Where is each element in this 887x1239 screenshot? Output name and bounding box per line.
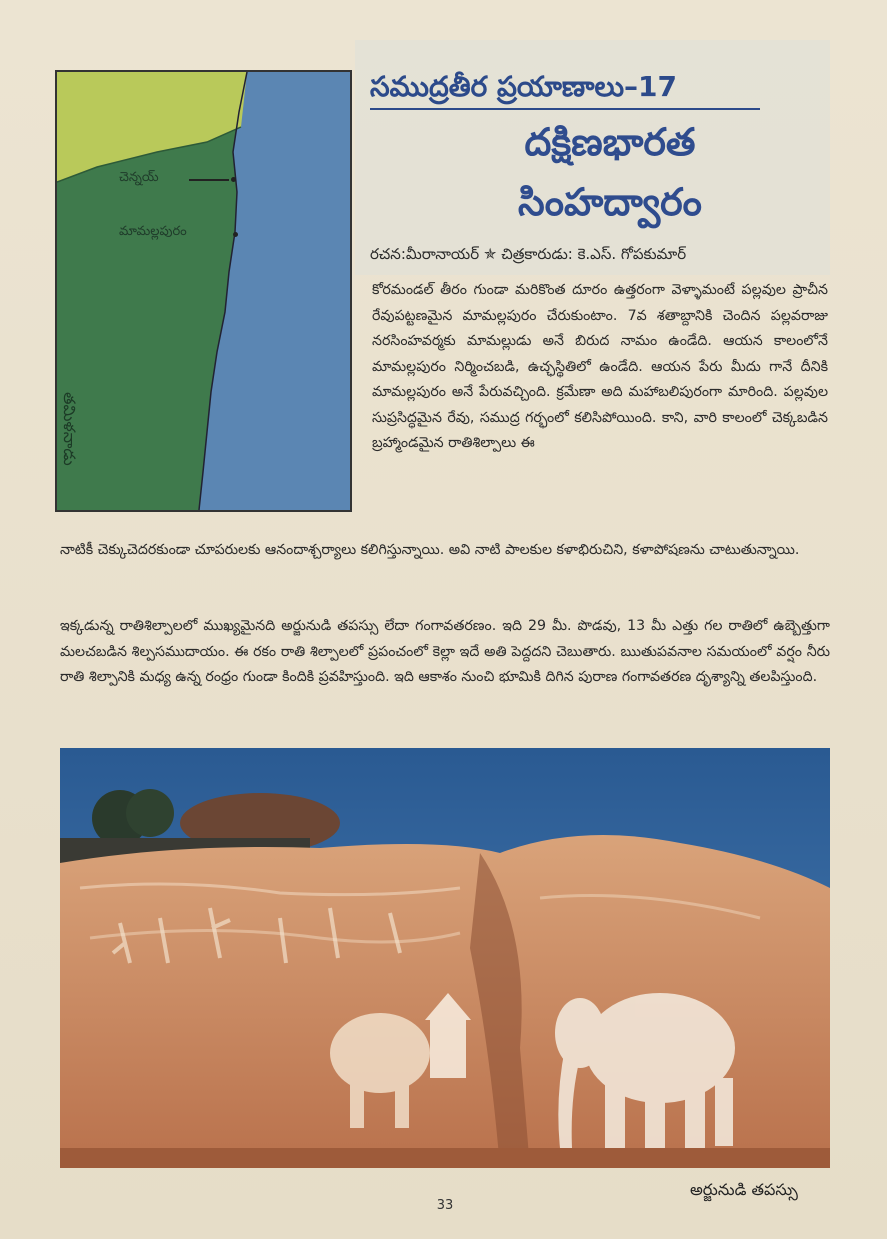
page-number: 33 [436, 1198, 454, 1213]
coast-map [55, 70, 352, 512]
series-title: సముద్రతీర ప్రయాణాలు–17 [370, 70, 678, 103]
map-label-mamallapuram: మామల్లపురం [119, 224, 187, 239]
map-drawing [57, 72, 350, 510]
illustration-caption: అర్జునుడి తపస్సు [690, 1180, 798, 1199]
painting-drawing [60, 748, 830, 1168]
mamallapuram-dot [233, 232, 238, 237]
chennai-pointer [189, 179, 229, 181]
headline-line1: దక్షిణభారత [524, 120, 696, 164]
paragraph-1-continued: నాటికీ చెక్కుచెదరకుండా చూపరులకు ఆనందాశ్చర్యాలు కలిగిస్తున్నాయి. అవి నాటి పాలకుల కళాభిరుచిని, కళాపోషణను చాటుతున్నాయి. [60, 542, 800, 558]
chennai-dot [231, 177, 236, 182]
map-label-chennai: చెన్నయ్ [119, 170, 159, 185]
paragraph-2: ఇక్కడున్న రాతిశిల్పాలలో ముఖ్యమైనది అర్జునుడి తపస్సు లేదా గంగావతరణం. ఇది 29 మీ. పొడవు, 13 మీ ఎత్తు గల రాతిలో ఉబ్బెత్తుగా మలచబడిన శిల్పసముదాయం. ఈ రకం రాతి శిల్పాలలో ప్రపంచంలో కెల్లా ఇదే అతి పెద్దదని చెబుతారు. ఋతుపవనాల సమయంలో వర్షం నీరు రాతి శిల్పానికి మధ్య ఉన్న రంధ్రం గుండా కిందికి ప్రవహిస్తుంది. ఇది ఆకాశం నుంచి భూమికి దిగిన పురాణ గంగావతరణ దృశ్యాన్ని తలపిస్తుంది. [60, 618, 830, 685]
title-underline [370, 108, 760, 110]
headline-line2: సింహద్వారం [518, 180, 702, 224]
byline: రచన:మీరానాయర్ ✯ చిత్రకారుడు: కె.ఎస్. గోపకుమార్ [370, 245, 687, 263]
map-label-tamilnadu: తమిళనాడు [60, 392, 79, 466]
arjunas-penance-illustration [60, 748, 830, 1168]
paragraph-1: కోరమండల్ తీరం గుండా మరికొంత దూరం ఉత్తరంగా వెళ్ళామంటే పల్లవుల ప్రాచీన రేవుపట్టణమైన మామల్లపురం చేరుకుంటాం. 7వ శతాబ్దానికి చెందిన పల్లవరాజు నరసింహవర్మకు మామల్లుడు అనే బిరుద నామం ఉండేది. ఆయన కాలంలోనే మామల్లపురం నిర్మించబడి, ఉచ్ఛస్థితిలో ఉండేది. ఆయన పేరు మీదు గానే దీనికి మామల్లపురం అనే పేరువచ్చింది. క్రమేణా అది మహాబలిపురంగా మారింది. పల్లవుల సుప్రసిద్ధమైన రేవు, సముద్ర గర్భంలో కలిసిపోయింది. కాని, వారి కాలంలో చెక్కబడిన బ్రహ్మాండమైన రాతిశిల్పాలు ఈ [372, 282, 828, 451]
